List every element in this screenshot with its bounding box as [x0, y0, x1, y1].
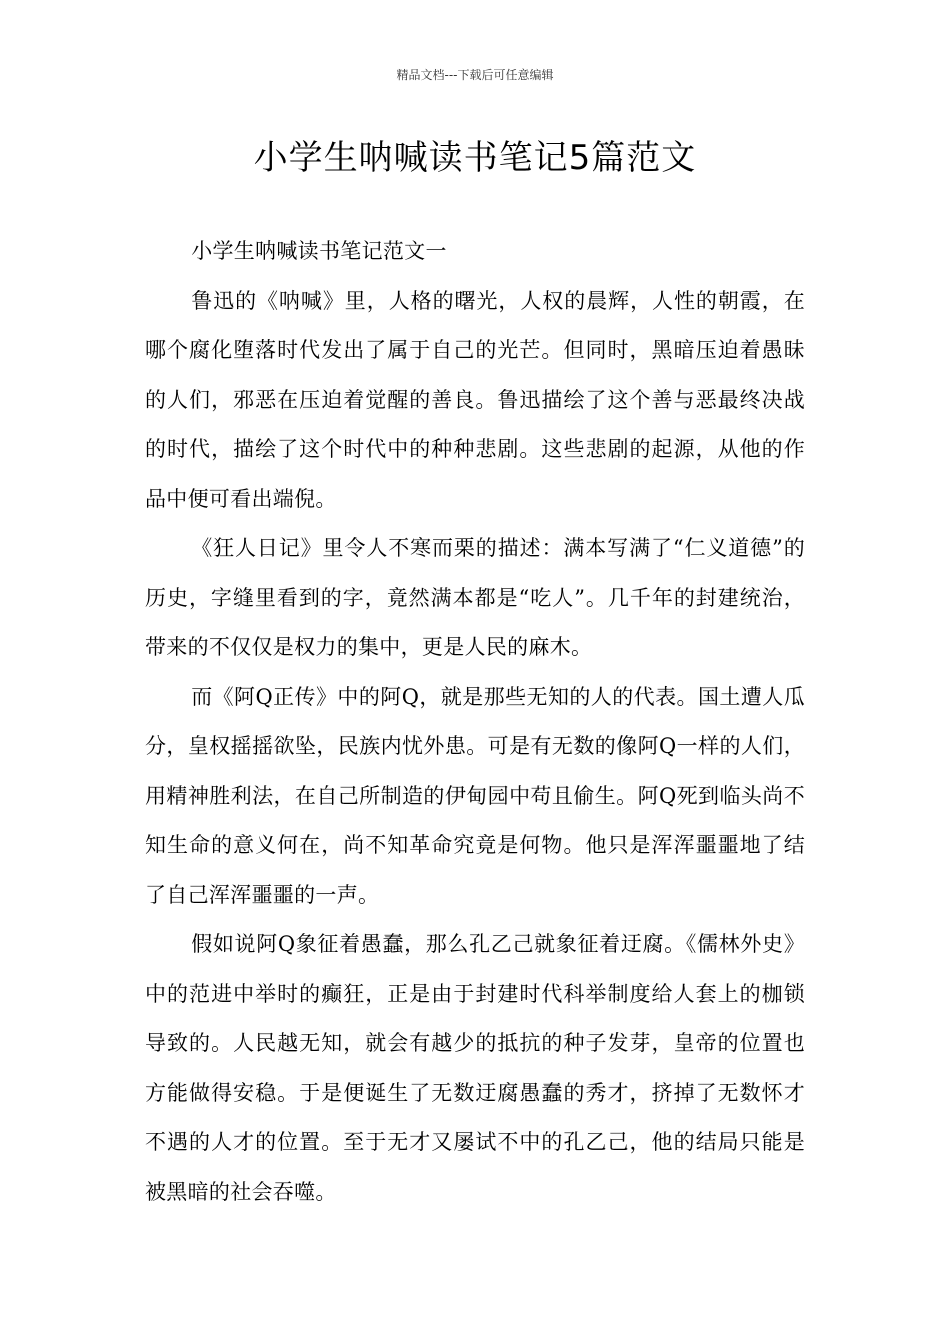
body-paragraph: 而《阿Q正传》中的阿Q，就是那些无知的人的代表。国土遭人瓜分，皇权摇摇欲坠，民族内忧外患。可是有无数的像阿Q一样的人们，用精神胜利法，在自己所制造的伊甸园中苟且偷生。阿Q死到临头尚不知生命的意义何在，尚不知革命究竟是何物。他只是浑浑噩噩地了结了自己浑浑噩噩的一声。: [145, 684, 805, 907]
document-body: [145, 227, 805, 1217]
document-title: 小学生呐喊读书笔记5篇范文: [253, 138, 697, 178]
body-paragraph: 假如说阿Q象征着愚蠢，那么孔乙己就象征着迂腐。《儒林外史》中的范进中举时的癫狂，正是由于封建时代科举制度给人套上的枷锁导致的。人民越无知，就会有越少的抵抗的种子发芽，皇帝的位置也方能做得安稳。于是便诞生了无数迂腐愚蠢的秀才，挤掉了无数怀才不遇的人才的位置。至于无才又屡试不中的孔乙己，他的结局只能是被黑暗的社会吞噬。: [145, 932, 805, 1204]
section-heading: 小学生呐喊读书笔记范文一: [191, 239, 447, 263]
body-paragraph: 《狂人日记》里令人不寒而栗的描述：满本写满了“仁义道德”的历史，字缝里看到的字，竟然满本都是“吃人”。几千年的封建统治，带来的不仅仅是权力的集中，更是人民的麻木。: [145, 536, 805, 659]
body-paragraph: 鲁迅的《呐喊》里，人格的曙光，人权的晨辉，人性的朝霞，在哪个腐化堕落时代发出了属于自己的光芒。但同时，黑暗压迫着愚昧的人们，邪恶在压迫着觉醒的善良。鲁迅描绘了这个善与恶最终决战的时代，描绘了这个时代中的种种悲剧。这些悲剧的起源，从他的作品中便可看出端倪。: [145, 288, 805, 511]
header-note: 精品文档---下载后可任意编辑: [396, 68, 554, 82]
